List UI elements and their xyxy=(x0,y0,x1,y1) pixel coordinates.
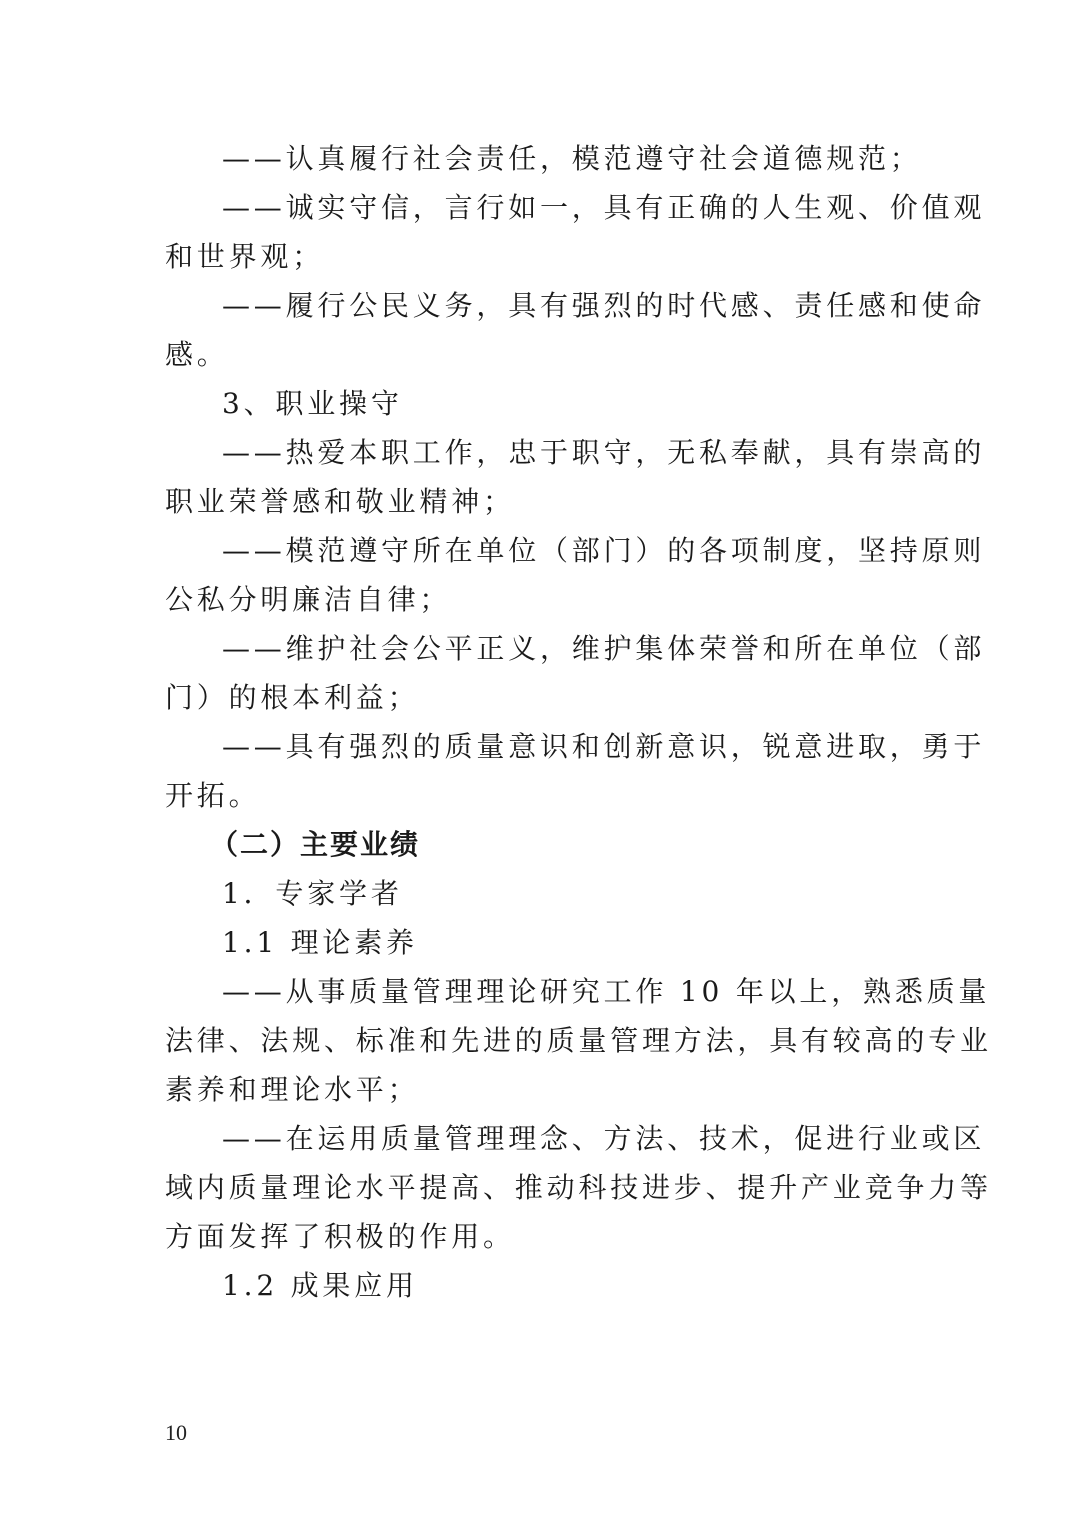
paragraph-line: ——认真履行社会责任，模范遵守社会道德规范； xyxy=(222,142,922,175)
paragraph-line: 感。 xyxy=(165,338,229,371)
paragraph-line: 职业荣誉感和敬业精神； xyxy=(165,485,515,518)
subsection-title: 1.1 理论素养 xyxy=(222,926,418,959)
paragraph-line: 门）的根本利益； xyxy=(165,681,420,714)
section-heading: （二）主要业绩 xyxy=(210,828,421,861)
section-title: 3、职业操守 xyxy=(222,387,403,420)
paragraph-line: 法律、法规、标准和先进的质量管理方法，具有较高的专业 xyxy=(165,1024,992,1057)
paragraph-line: 开拓。 xyxy=(165,779,261,812)
paragraph-line: ——具有强烈的质量意识和创新意识，锐意进取，勇于 xyxy=(222,730,986,763)
paragraph-line: 方面发挥了积极的作用。 xyxy=(165,1220,515,1253)
paragraph-line: ——从事质量管理理论研究工作 10 年以上，熟悉质量 xyxy=(222,975,991,1008)
paragraph-line: ——诚实守信，言行如一，具有正确的人生观、价值观 xyxy=(222,191,986,224)
paragraph-line: 域内质量理论水平提高、推动科技进步、提升产业竞争力等 xyxy=(165,1171,992,1204)
paragraph-line: ——模范遵守所在单位（部门）的各项制度，坚持原则 xyxy=(222,534,986,567)
paragraph-line: ——在运用质量管理理念、方法、技术，促进行业或区 xyxy=(222,1122,986,1155)
body-text xyxy=(165,134,992,1310)
subsection-title: 1．专家学者 xyxy=(222,877,403,910)
paragraph-line: 公私分明廉洁自律； xyxy=(165,583,452,616)
paragraph-line: 素养和理论水平； xyxy=(165,1073,420,1106)
page-number: 10 xyxy=(165,1420,187,1445)
paragraph-line: ——热爱本职工作，忠于职守，无私奉献，具有崇高的 xyxy=(222,436,986,469)
paragraph-line: ——维护社会公平正义，维护集体荣誉和所在单位（部 xyxy=(222,632,986,665)
paragraph-line: 和世界观； xyxy=(165,240,325,273)
paragraph-line: ——履行公民义务，具有强烈的时代感、责任感和使命 xyxy=(222,289,986,322)
subsection-title: 1.2 成果应用 xyxy=(222,1269,418,1302)
